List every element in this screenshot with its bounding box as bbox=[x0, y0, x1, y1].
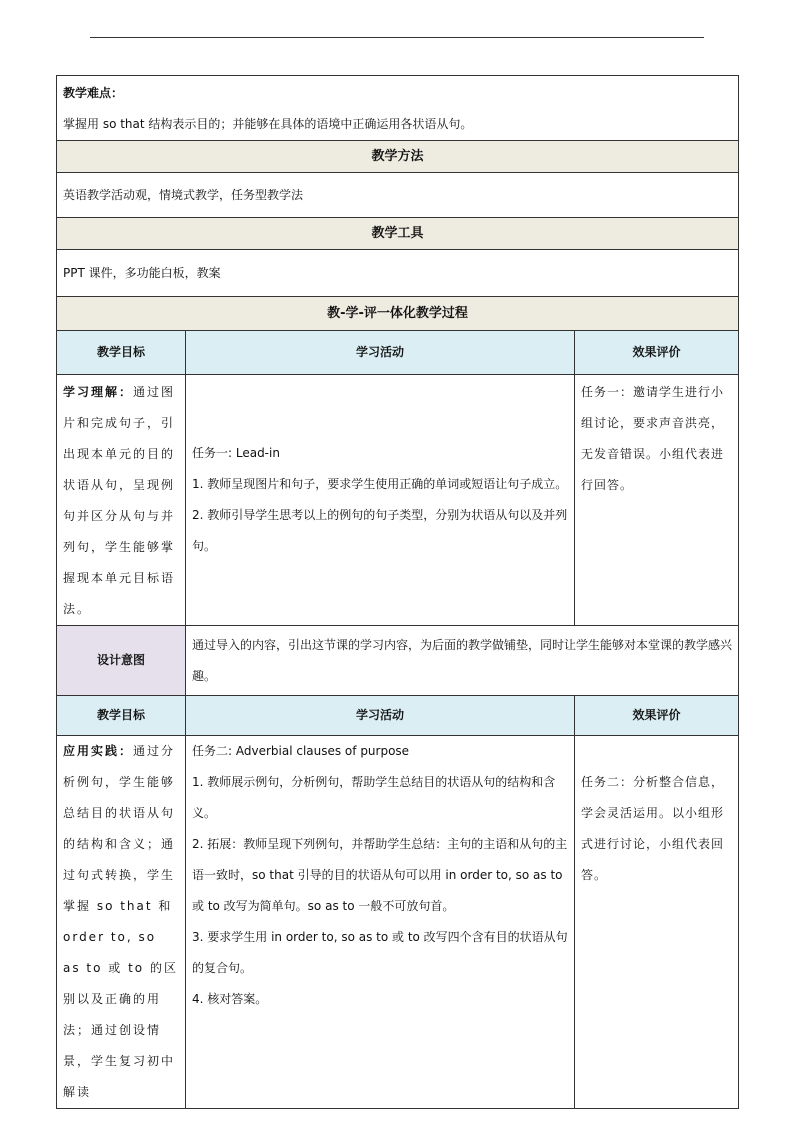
task2-goal-label: 应用实践： bbox=[63, 744, 134, 758]
task1-title: 任务一: Lead-in bbox=[192, 446, 280, 460]
design-text: 通过导入的内容，引出这节课的学习内容，为后面的教学做铺垫，同时让学生能够对本堂课的教学感兴趣。 bbox=[186, 626, 739, 696]
task2-row bbox=[57, 736, 739, 1109]
lesson-plan-table bbox=[56, 75, 739, 1109]
process-title-row bbox=[57, 297, 739, 331]
difficulty-label: 教学难点： bbox=[63, 86, 124, 100]
task2-step2: 2. 拓展：教师呈现下列例句，并帮助学生总结：主句的主语和从句的主语一致时，so that 引导的目的状语从句可以用 in order to, so as to 或 to 改写为简单句。so as to 一般不可放句首。 bbox=[192, 837, 568, 913]
method-row bbox=[57, 173, 739, 218]
method-title-row bbox=[57, 141, 739, 173]
task1-step2: 2. 教师引导学生思考以上的例句的句子类型，分别为状语从句以及并列句。 bbox=[192, 508, 568, 553]
task2-step3: 3. 要求学生用 in order to, so as to 或 to 改写四个含有目的状语从句的复合句。 bbox=[192, 930, 568, 975]
process-title: 教-学-评一体化教学过程 bbox=[57, 297, 739, 331]
task1-goal-label: 学习理解： bbox=[63, 385, 134, 399]
method-title: 教学方法 bbox=[57, 141, 739, 173]
header-goal-2: 教学目标 bbox=[57, 696, 186, 736]
method-text: 英语教学活动观，情境式教学，任务型教学法 bbox=[57, 173, 739, 218]
task1-evaluation: 任务一：邀请学生进行小组讨论，要求声音洪亮，无发音错误。小组代表进行回答。 bbox=[575, 375, 739, 626]
difficulty-row bbox=[57, 76, 739, 141]
task1-step1: 1. 教师呈现图片和句子，要求学生使用正确的单词或短语让句子成立。 bbox=[192, 477, 568, 491]
task1-goal bbox=[57, 375, 186, 626]
task2-goal-text: 通过分析例句，学生能够总结目的状语从句的结构和含义；通过句式转换，学生掌握 so that 和 order to, so as to 或 to 的区别以及正确的用法；通过创设情景，学生复习初中解读 bbox=[63, 744, 178, 1099]
tools-text: PPT 课件，多功能白板，教案 bbox=[57, 250, 739, 297]
header-goal: 教学目标 bbox=[57, 331, 186, 375]
header-activity-2: 学习活动 bbox=[186, 696, 575, 736]
design-row bbox=[57, 626, 739, 696]
task2-goal bbox=[57, 736, 186, 1109]
task2-title: 任务二: Adverbial clauses of purpose bbox=[192, 744, 410, 758]
header-activity: 学习活动 bbox=[186, 331, 575, 375]
task2-step4: 4. 核对答案。 bbox=[192, 992, 268, 1006]
task2-activity bbox=[186, 736, 575, 1109]
header-evaluation-2: 效果评价 bbox=[575, 696, 739, 736]
task1-row bbox=[57, 375, 739, 626]
task2-step1: 1. 教师展示例句，分析例句，帮助学生总结目的状语从句的结构和含义。 bbox=[192, 775, 556, 820]
header-rule bbox=[90, 37, 704, 38]
task1-header-row bbox=[57, 331, 739, 375]
task2-header-row bbox=[57, 696, 739, 736]
tools-title: 教学工具 bbox=[57, 218, 739, 250]
task2-evaluation: 任务二：分析整合信息，学会灵活运用。以小组形式进行讨论，小组代表回答。 bbox=[575, 736, 739, 1109]
task1-goal-text: 通过图片和完成句子，引出现本单元的目的状语从句，呈现例句并区分从句与并列句，学生能够掌握现本单元目标语法。 bbox=[63, 385, 176, 616]
difficulty-text: 掌握用 so that 结构表示目的；并能够在具体的语境中正确运用各状语从句。 bbox=[63, 117, 473, 131]
task1-activity bbox=[186, 375, 575, 626]
tools-row bbox=[57, 250, 739, 297]
design-label: 设计意图 bbox=[57, 626, 186, 696]
header-evaluation: 效果评价 bbox=[575, 331, 739, 375]
tools-title-row bbox=[57, 218, 739, 250]
